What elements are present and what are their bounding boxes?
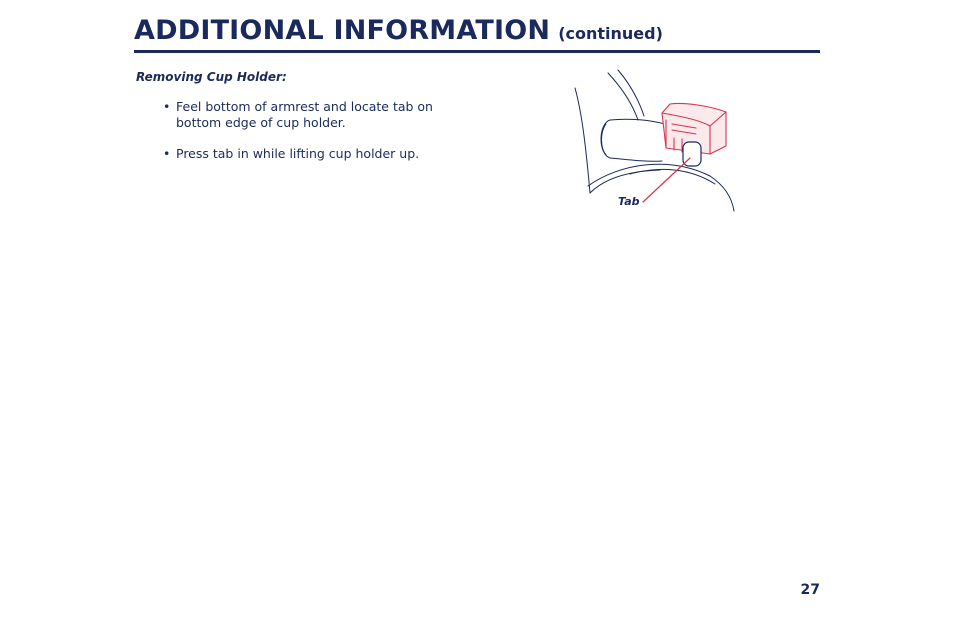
instruction-step bbox=[163, 146, 453, 162]
seat-cushion bbox=[588, 164, 734, 211]
instruction-step bbox=[163, 99, 453, 131]
seat-outline bbox=[575, 88, 590, 193]
bullet-icon: • bbox=[163, 99, 171, 114]
cup-holder-armrest-illustration bbox=[570, 68, 740, 213]
tab-callout-label: Tab bbox=[618, 195, 640, 208]
bullet-icon: • bbox=[163, 146, 171, 161]
armrest-tube-end bbox=[601, 120, 610, 158]
armrest-pillar-inner bbox=[618, 70, 644, 116]
armrest-pillar bbox=[608, 73, 638, 120]
instruction-text: Feel bottom of armrest and locate tab on bottom edge of cup holder. bbox=[176, 99, 433, 130]
instruction-list bbox=[163, 99, 453, 177]
seat-cushion-inner bbox=[630, 169, 715, 184]
armrest-tube-top bbox=[610, 119, 665, 124]
seat-outline-inner bbox=[590, 170, 660, 193]
page-header bbox=[134, 12, 820, 53]
page-title: ADDITIONAL INFORMATION bbox=[134, 15, 551, 46]
instruction-text: Press tab in while lifting cup holder up. bbox=[176, 146, 420, 161]
armrest-tube-bottom bbox=[610, 158, 662, 161]
page-subtitle: (continued) bbox=[558, 24, 663, 43]
section-heading: Removing Cup Holder: bbox=[136, 70, 287, 84]
page-number: 27 bbox=[800, 582, 820, 598]
